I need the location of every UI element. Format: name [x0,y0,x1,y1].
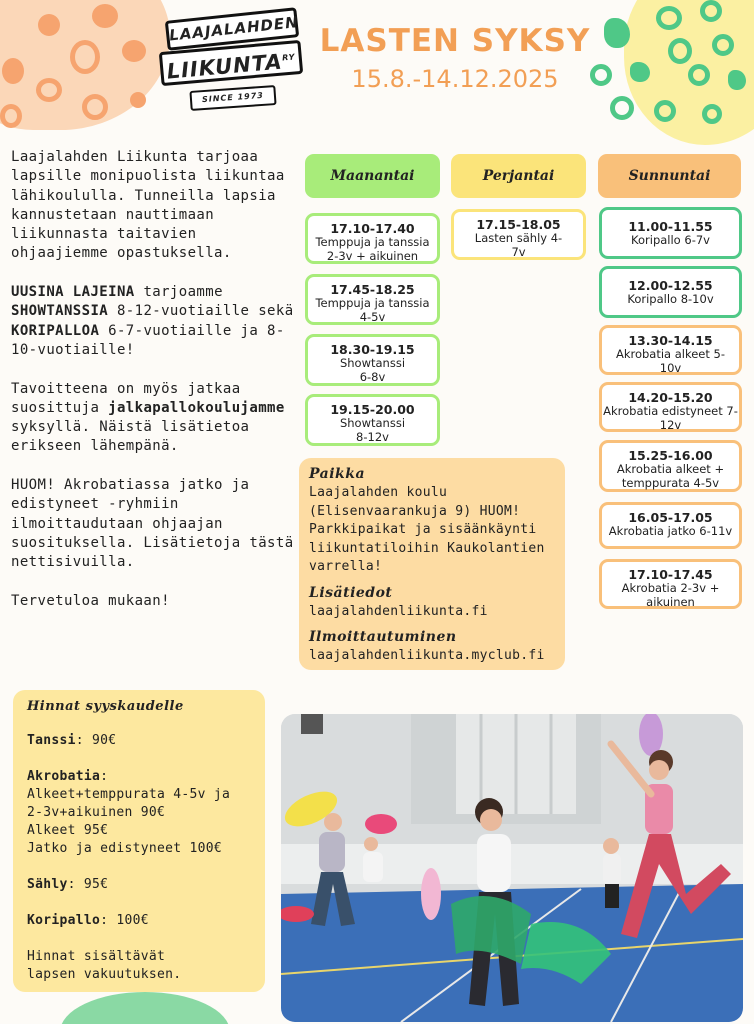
slot-time: 16.05-17.05 [628,510,713,525]
price-label: Tanssi [27,733,76,748]
slot-time: 17.15-18.05 [476,217,561,232]
decorative-ring [82,94,108,120]
slot-time: 17.10-17.45 [628,567,713,582]
schedule-slot-sunday-4 [599,382,742,432]
photo-illustration [281,714,743,1022]
price-note: Hinnat sisältävät lapsen vakuutuksen. [27,949,182,982]
price-value: Jatko ja edistyneet 100€ [27,841,223,856]
day-header-friday: Perjantai [451,154,586,198]
season-dates: 15.8.-14.12.2025 [351,65,559,93]
highlight-basketball: KORIPALLOA [11,322,100,339]
decorative-ring [712,34,734,56]
place-text: Laajalahden koulu (Elisenvaarankuja 9) HUOM! Parkkipaikat ja sisäänkäynti liikuntatiloihin Kaukolantien varrella! [309,485,545,574]
decorative-ring [36,78,62,102]
slot-description: Showtanssi 8-12v [339,416,406,444]
website-link[interactable]: laajalahdenliikunta.fi [309,603,488,619]
decorative-ring [688,64,710,86]
logo-name: LIIKUNTA [165,49,284,84]
slot-description: Koripallo 6-7v [631,233,710,247]
signup-link[interactable]: laajalahdenliikunta.myclub.fi [309,648,545,663]
slot-description: Temppuja ja tanssia 2-3v + aikuinen [315,235,430,263]
logo-line-1: LAAJALAHDEN [165,7,299,51]
intro-text-span: tarjoamme [134,284,223,301]
schedule-slot-sunday-1 [599,207,742,259]
decorative-dot [92,4,118,28]
price-label: Akrobatia [27,769,101,784]
intro-text-span: syksyllä. Näistä lisätietoa erikseen lähempänä. [11,419,250,455]
price-label: Sähly [27,877,68,892]
decorative-ring [70,40,100,74]
signup-heading: Ilmoittautuminen [309,629,457,645]
intro-paragraph-3 [11,380,296,457]
club-logo [160,8,302,114]
decorative-blob-bottom [60,992,230,1024]
children-dancing-photo [281,714,743,1022]
slot-description: Akrobatia alkeet + temppurata 4-5v [616,462,725,490]
info-box [299,458,565,670]
slot-description: Akrobatia edistyneet 7-12v [603,404,738,432]
slot-description: Koripallo 8-10v [627,292,714,306]
price-value: Alkeet+temppurata 4-5v ja 2-3v+aikuinen 90€ [27,787,231,820]
price-label: Koripallo [27,913,101,928]
decorative-dot [728,70,746,90]
slot-time: 18.30-19.15 [330,342,415,357]
intro-text [11,148,296,630]
intro-text-span: Tavoitteena on myös jatkaa suosittuja [11,380,241,416]
decorative-ring [656,6,682,30]
slot-description: Akrobatia jatko 6-11v [608,524,733,538]
place-heading: Paikka [309,466,366,482]
decorative-dot [122,40,146,62]
price-value: : 90€ [75,733,117,748]
prices-box [13,690,265,992]
highlight-football-school: jalkapallokoulujamme [108,399,285,416]
schedule-slot-monday-2 [305,274,440,325]
slot-description: Temppuja ja tanssia 4-5v [315,296,430,324]
day-header-monday: Maanantai [305,154,440,198]
decorative-dot [630,62,650,82]
schedule-slot-sunday-3 [599,325,742,375]
day-header-sunday: Sunnuntai [598,154,741,198]
price-value: Alkeet 95€ [27,823,109,838]
highlight-showdance: SHOWTANSSIA [11,303,109,320]
slot-description: Akrobatia alkeet 5-10v [615,347,726,375]
decorative-ring [668,38,692,64]
logo-since: SINCE 1973 [189,85,276,111]
slot-time: 14.20-15.20 [628,390,713,405]
decorative-ring [0,104,22,128]
decorative-ring [654,100,676,122]
price-dance [27,732,251,750]
slot-time: 13.30-14.15 [628,333,713,348]
highlight-new-sports: UUSINA LAJEINA [11,284,135,301]
decorative-ring [610,96,634,120]
intro-paragraph-5: Tervetuloa mukaan! [11,592,170,609]
schedule-slot-sunday-7 [599,559,742,609]
schedule-slot-monday-4 [305,394,440,446]
intro-paragraph-2 [11,283,296,360]
intro-paragraph-1: Laajalahden Liikunta tarjoaa lapsille monipuolista liikuntaa lähikoululla. Tunneilla lapsia kannustetaan nauttimaan liikunnasta taitavien ohjaajiemme opastuksella. [11,149,285,262]
price-acrobatics [27,768,251,858]
page-title: LASTEN SYKSY [319,23,591,59]
slot-description: Lasten sähly 4-7v [474,231,563,259]
intro-text-span: 6-7-vuotiaille ja 8-10-vuotiaille! [11,322,285,358]
schedule-slot-sunday-5 [599,440,742,492]
decorative-dot [2,58,24,84]
intro-paragraph-4: HUOM! Akrobatiassa jatko ja edistyneet -ryhmiin ilmoittaudutaan ohjaajan suosituksella. Lisätietoja tästä nettisivuilla. [11,477,294,571]
slot-time: 17.45-18.25 [330,282,415,297]
slot-description: Showtanssi 6-8v [339,356,406,384]
intro-text-span: 8-12-vuotiaille sekä [108,303,294,320]
slot-time: 15.25-16.00 [628,448,713,463]
slot-time: 19.15-20.00 [330,402,415,417]
schedule-slot-sunday-6 [599,502,742,549]
price-value: : 95€ [67,877,109,892]
decorative-dot [38,14,60,36]
slot-time: 12.00-12.55 [628,278,713,293]
decorative-ring [700,0,722,22]
price-floorball [27,876,251,894]
schedule-slot-sunday-2 [599,266,742,318]
schedule-slot-monday-3 [305,334,440,386]
prices-heading: Hinnat syyskaudelle [27,699,184,714]
logo-suffix: RY [281,52,296,63]
decorative-ring [702,104,722,124]
price-colon: : [100,769,109,784]
slot-time: 17.10-17.40 [330,221,415,236]
decorative-dot [130,92,146,108]
price-value: : 100€ [100,913,149,928]
slot-time: 11.00-11.55 [628,219,713,234]
schedule-slot-monday-1 [305,213,440,264]
schedule-slot-friday-1 [451,209,586,260]
price-basketball [27,912,251,930]
slot-description: Akrobatia 2-3v + aikuinen [621,581,720,609]
more-info-heading: Lisätiedot [309,584,393,601]
